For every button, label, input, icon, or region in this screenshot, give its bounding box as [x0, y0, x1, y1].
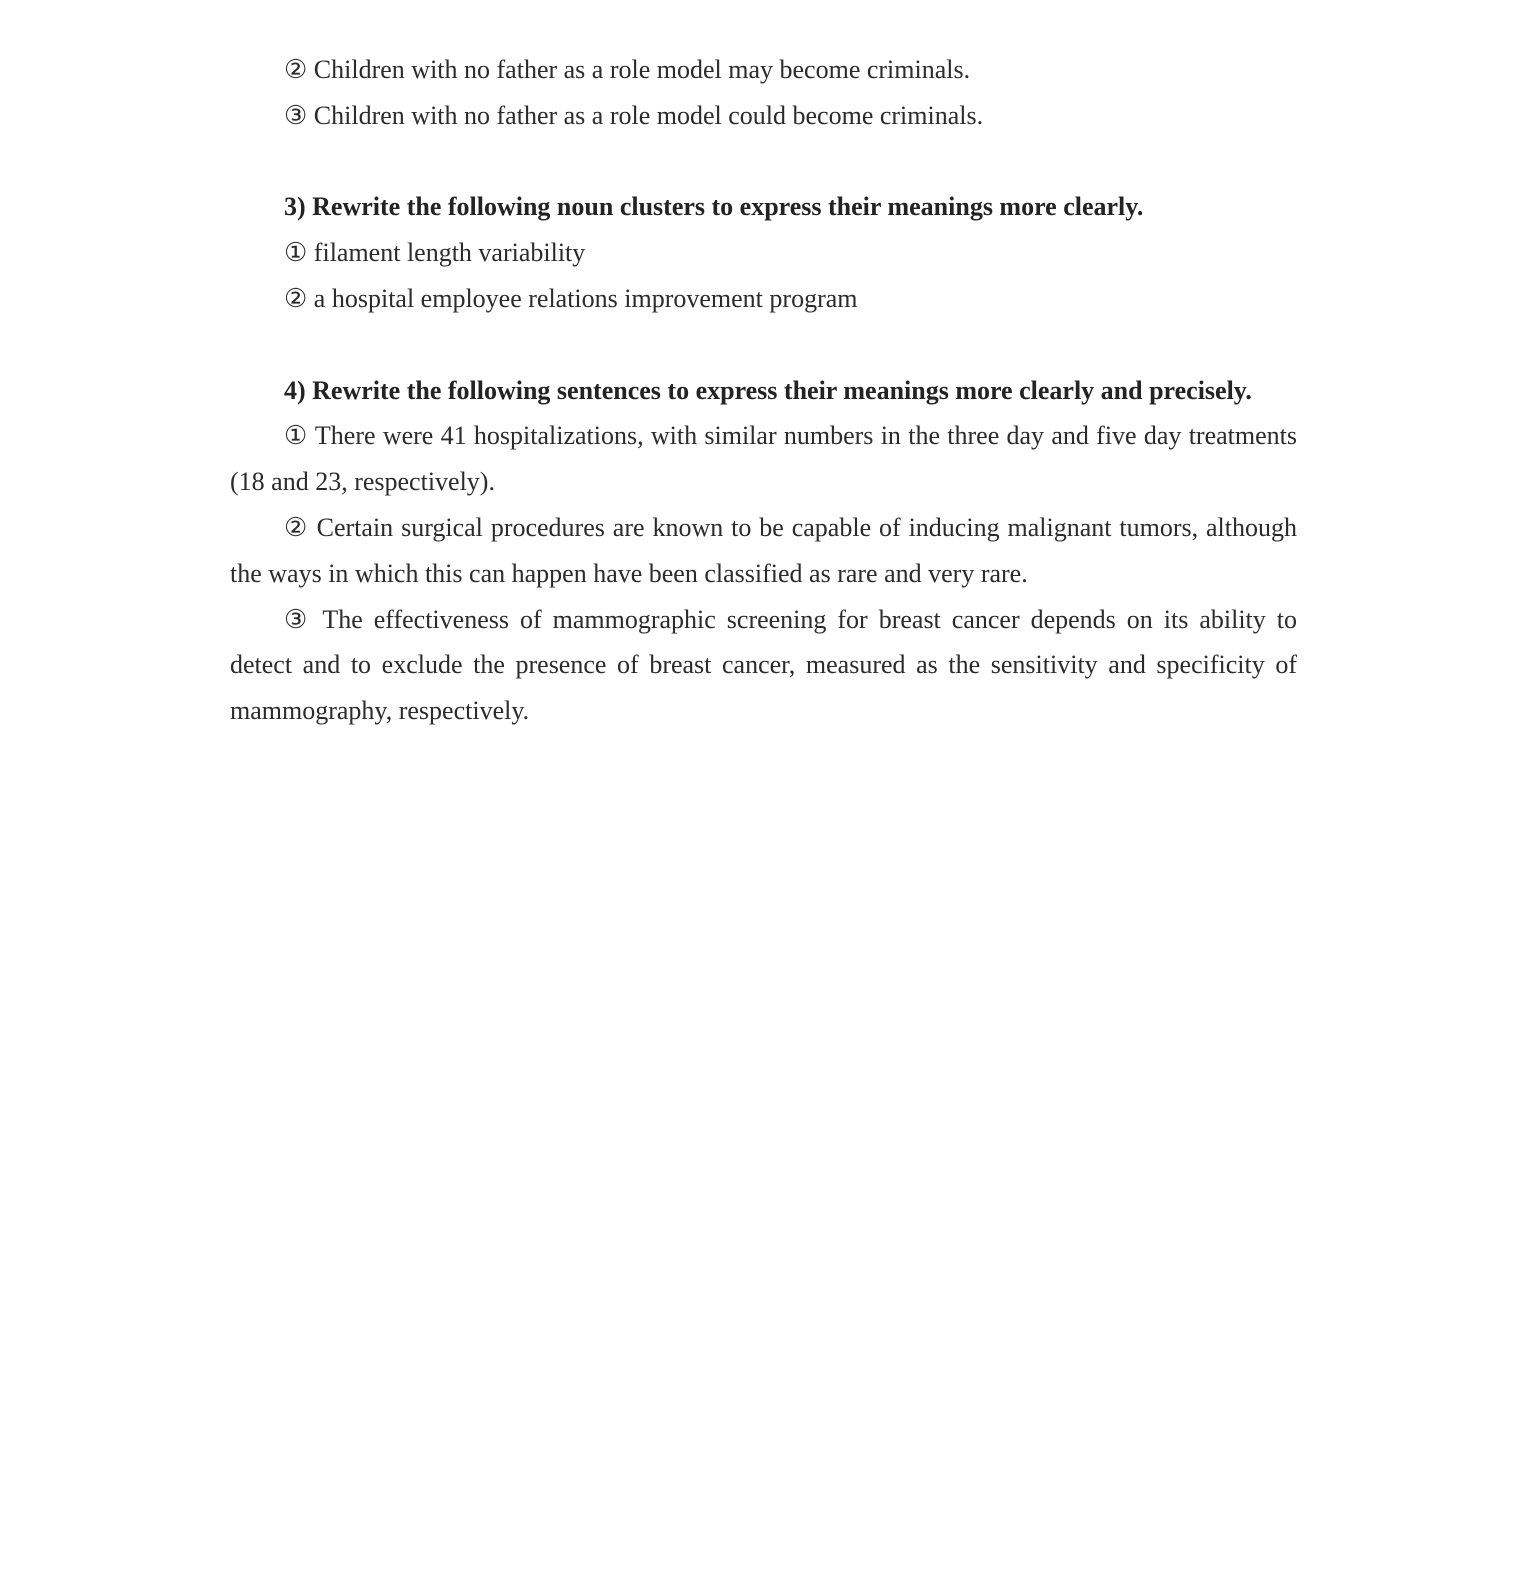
section4-item-2: ② Certain surgical procedures are known to be capable of inducing malignant tumors, although the ways in which this can happen have been classified as rare and very rare.	[230, 512, 1297, 588]
section4-item-1: ① There were 41 hospitalizations, with similar numbers in the three day and five day treatments (18 and 23, respectively).	[230, 421, 1297, 497]
section3-item-2: ② a hospital employee relations improvement program	[284, 283, 858, 313]
page-content	[230, 47, 1297, 734]
section2-item-2: ② Children with no father as a role model may become criminals.	[284, 55, 971, 84]
section3-heading: 3) Rewrite the following noun clusters to express their meanings more clearly.	[284, 192, 1144, 222]
section3-item-1: ① filament length variability	[284, 238, 586, 268]
section4-heading: 4) Rewrite the following sentences to express their meanings more clearly and precisely.	[284, 375, 1252, 405]
section2-item-3: ③ Children with no father as a role model could become criminals.	[284, 100, 984, 130]
section4-item-3: ③ The effectiveness of mammographic screening for breast cancer depends on its ability to detect and to exclude the presence of breast cancer, measured as the sensitivity and specificity of mammography, respectively.	[230, 604, 1297, 726]
